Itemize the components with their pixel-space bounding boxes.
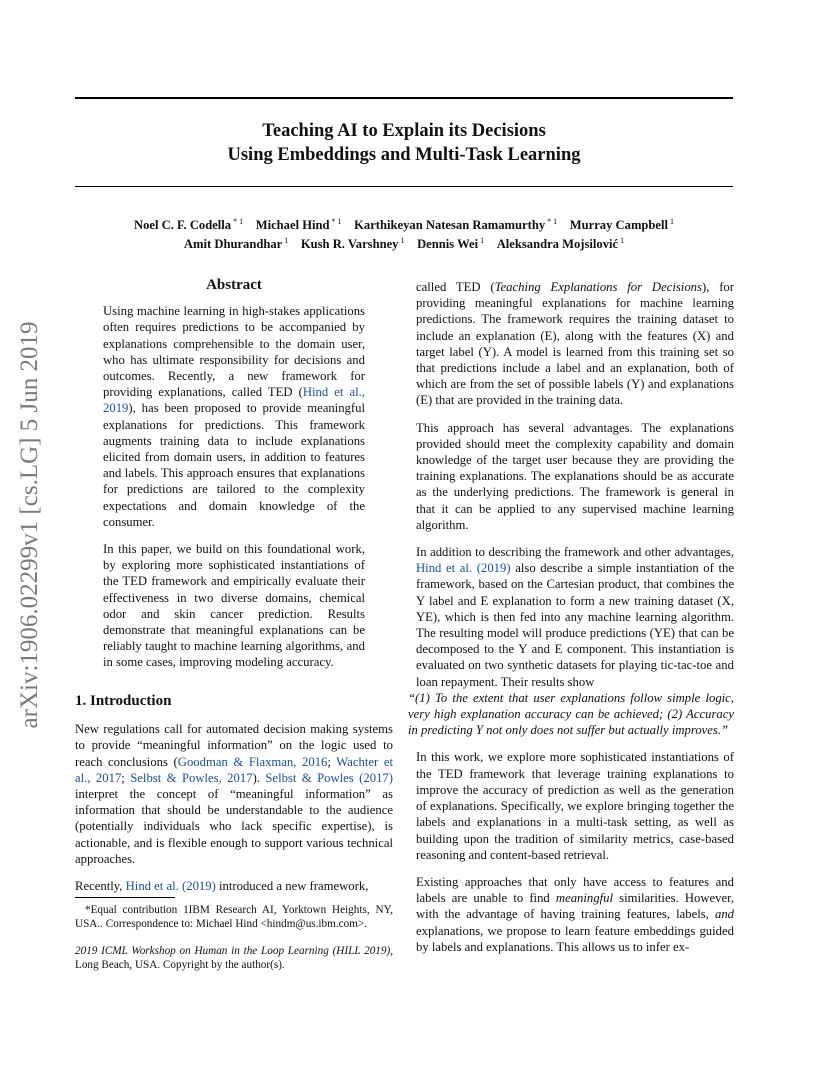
line2-author (417, 237, 484, 251)
author-name: Murray Campbell (569, 218, 669, 233)
right-p5-text-a: Existing approaches that only have access to features and labels are unable to find (416, 874, 734, 906)
paper-title-line-2: Using Embeddings and Multi-Task Learning (227, 145, 581, 165)
right-paragraph-5 (416, 874, 734, 955)
intro-p2-text-a: Recently, (75, 879, 126, 894)
intro-paragraph-1 (75, 721, 393, 867)
quoted-results: “(1) To the extent that user explanations follow simple logic, very high explanation accuracy can be achieved; (2) Accuracy in predicting Y not only does not suffer but actually improves.” (408, 690, 734, 738)
author-name: Karthikeyan Natesan Ramamurthy (354, 218, 546, 233)
title-top-rule (75, 97, 733, 99)
intro-p2-text-b: introduced a new framework, (215, 879, 369, 894)
author-affiliation-mark: * 1 (231, 217, 244, 226)
abstract-paragraph-2: In this paper, we build on this foundational work, by exploring more sophisticated instantiations of the TED framework and empirically evaluate their effectiveness in two diverse domains, chemical odor and skin cancer prediction. Results demonstrate that meaningful explanations can be reliably taught to machine learning algorithms, and in some cases, improving modeling accuracy. (103, 542, 365, 670)
author-list-line-2 (75, 231, 733, 254)
author-name: Amit Dhurandhar (183, 237, 283, 252)
author-affiliation-mark: 1 (668, 217, 675, 226)
footnote-affiliations: *Equal contribution 1IBM Research AI, Yorktown Heights, NY, USA.. Correspondence to: Michael Hind <hindm@us.ibm.com>. (75, 904, 393, 931)
author-affiliation-mark: 1 (282, 236, 289, 245)
intro-p1-text-a: New regulations call for automated decision making systems to provide “meaningful information” on the logic used to reach conclusions ( (75, 722, 393, 769)
introduction-heading: 1. Introduction (75, 693, 172, 709)
right-p3-text-a: In addition to describing the framework and other advantages, (416, 545, 734, 560)
introduction-section (75, 693, 393, 894)
venue-name: 2019 ICML Workshop on Human in the Loop Learning (HILL 2019) (75, 944, 391, 957)
author-name: Dennis Wei (417, 237, 479, 252)
line2-author (301, 237, 405, 251)
right-p5-text-c: explanations, we propose to learn feature embeddings guided by labels and explanations. This allows us to infer ex- (416, 923, 734, 954)
author-name: Michael Hind (255, 218, 330, 233)
abstract-p1-text-b: ), has been proposed to provide meaningful explanations for predictions. This framework augments training data to include explanations elicited from domain users, in addition to features and labels. This approach ensures that explanations for predictions are tailored to the complexity expectations and domain knowledge of the consumer. (103, 401, 365, 529)
author-affiliation-mark: * 1 (329, 217, 342, 226)
abstract (103, 277, 365, 671)
line2-author (184, 237, 288, 251)
right-p3-text-b: also describe a simple instantiation of the framework, based on the Cartesian product, that combines the Y label and E explanation to form a new training dataset (X, YE), which is then fed into any machine learning algorithm. The resulting model will produce predictions (YE) that can be decomposed to the Y and E component. This instantiation is evaluated on two synthetic datasets for playing tic-tac-toe and loan repayment. Their results show (416, 561, 734, 689)
author-name: Noel C. F. Codella (133, 218, 232, 233)
line2-author (497, 237, 624, 251)
citation-hind-2019[interactable]: Hind et al., 2019 (103, 385, 365, 416)
citation-selbst-2017-b[interactable]: Selbst & Powles (2017) (265, 770, 393, 785)
ted-expansion: Teaching Explanations for Decisions (494, 280, 702, 294)
author-name: Aleksandra Mojsilović (496, 237, 619, 252)
title-bottom-rule (75, 186, 733, 187)
right-p1-text-a: called TED ( (416, 280, 495, 294)
citation-hind-2019-c[interactable]: Hind et al. (2019) (416, 561, 511, 576)
author-affiliation-mark: 1 (618, 236, 625, 245)
citation-goodman-2016[interactable]: Goodman & Flaxman, 2016 (177, 754, 328, 769)
author-affiliation-mark: * 1 (545, 217, 558, 226)
arxiv-stamp: arXiv:1906.02299v1 [cs.LG] 5 Jun 2019 (16, 321, 43, 729)
right-paragraph-3 (416, 544, 734, 690)
intro-p1-sep-2: ; (121, 770, 131, 785)
emphasis-and: and (714, 907, 734, 922)
emphasis-meaningful: meaningful (555, 891, 613, 906)
intro-p1-text-b: interpret the concept of “meaningful information” as information that should be understandable to the audience (potentially individuals who lack specific expertise), is actionable, and is flexible enough to support various technical approaches. (75, 787, 393, 866)
right-paragraph-1 (416, 279, 734, 409)
citation-wachter-2017[interactable]: Wachter et al., 2017 (75, 754, 393, 785)
right-paragraph-4: In this work, we explore more sophisticated instantiations of the TED framework that leverage training explanations to improve the accuracy of prediction as well as the generation of explanations. Specifically, we explore bringing together the labels and explanations in a multi-task setting, as well as building upon the tradition of similarity metrics, case-based reasoning and content-based retrieval. (416, 750, 734, 862)
intro-paragraph-2 (75, 878, 393, 894)
footnote-venue (75, 944, 393, 973)
right-column (408, 279, 734, 955)
intro-p1-sep-1: ; (327, 754, 337, 769)
right-paragraph-2: This approach has several advantages. The explanations provided should meet the complexity capability and domain knowledge of the target user because they are providing the training explanations. The explanations should be as accurate as the underlying predictions. The framework is general in that it can be applied to any supervised machine learning algorithm. (416, 420, 734, 532)
intro-p1-mid: ). (252, 770, 266, 785)
right-p1-text-b: ), for providing meaningful explanations for machine learning predictions. The framework requires the training dataset to include an explanation (E), along with the features (X) and target label (Y). A model is learned from this training set so that predictions include a label and an explanation, both of which are from the set of possible labels (Y) and explanations (E) that are provided in the training data. (416, 280, 734, 408)
author-affiliation-mark: 1 (398, 236, 405, 245)
citation-selbst-2017[interactable]: Selbst & Powles, 2017 (130, 770, 253, 785)
abstract-p1-text-a: Using machine learning in high-stakes applications often requires predictions to be accompanied by explanations comprehensible to the domain user, who has ultimate responsibility for decisions and outcomes. Recently, a new framework for providing explanations, called TED ( (103, 304, 365, 400)
paper-title-line-1: Teaching AI to Explain its Decisions (262, 121, 546, 141)
abstract-paragraph-1 (103, 303, 365, 530)
author-affiliation-mark: 1 (478, 236, 485, 245)
footnote (75, 903, 393, 973)
author-name: Kush R. Varshney (300, 237, 399, 252)
right-p5-text-b: similarities. However, with the advantage of having training features, labels, (416, 891, 734, 922)
footnote-rule (75, 897, 175, 898)
abstract-heading: Abstract (206, 277, 262, 293)
venue-rest: , Long Beach, USA. Copyright by the author(s). (75, 944, 393, 972)
citation-hind-2019-b[interactable]: Hind et al. (2019) (125, 879, 216, 894)
